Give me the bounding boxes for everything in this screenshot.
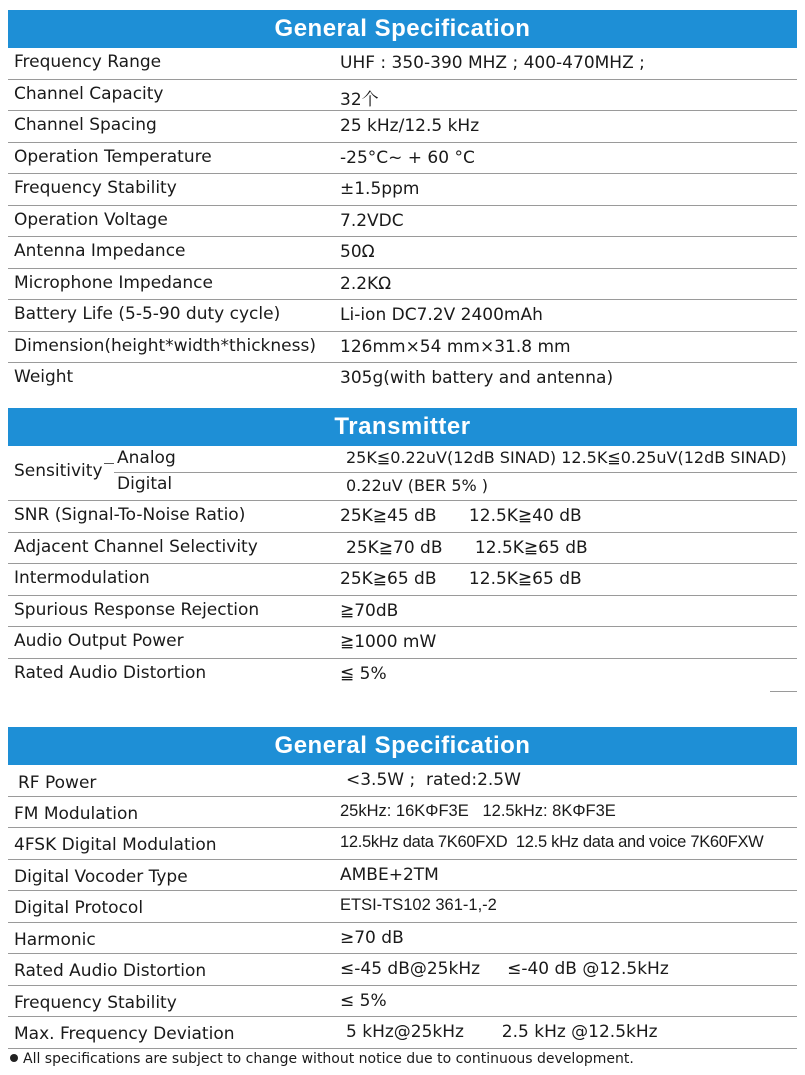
spec-value: ±1.5ppm: [340, 179, 420, 199]
spec-value: ≦ 5%: [340, 663, 387, 684]
table-row: [8, 300, 797, 332]
table-end-rule: [770, 691, 797, 692]
spec-value: ≤-45 dB@25kHz ≤-40 dB @12.5kHz: [340, 959, 669, 979]
spec-value: 25kHz: 16KΦF3E 12.5kHz: 8KΦF3E: [340, 801, 616, 820]
table-row: [8, 80, 797, 112]
spec-label: Operation Temperature: [14, 146, 212, 167]
table-row: [8, 237, 797, 269]
spec-value: 32个: [340, 89, 379, 110]
spec-label: RF Power: [18, 773, 97, 793]
table-row: [8, 596, 797, 628]
spec-value: 5 kHz@25kHz 2.5 kHz @12.5kHz: [346, 1022, 658, 1042]
spec-value: ≧1000 mW: [340, 632, 437, 652]
spec-label: Dimension(height*width*thickness): [14, 335, 316, 356]
spec-label: Spurious Response Rejection: [14, 599, 260, 620]
spec-label: Audio Output Power: [14, 631, 184, 651]
table-row: [8, 111, 797, 143]
spec-label: Frequency Range: [14, 52, 162, 72]
table-row: [8, 923, 797, 955]
sensitivity-label: Sensitivity: [14, 461, 103, 481]
spec-label: Microphone Impedance: [14, 272, 213, 293]
spec-value: -25°C~ + 60 °C: [340, 147, 475, 168]
spec-value: 25 kHz/12.5 kHz: [340, 116, 480, 136]
general-spec-table: [8, 48, 797, 394]
table-row: [8, 797, 797, 829]
table-row: [8, 332, 797, 364]
section-title-general: General Specification: [8, 10, 797, 48]
spec-value: 25K≧70 dB 12.5K≧65 dB: [346, 537, 588, 558]
table-row: [8, 828, 797, 860]
transmitter-section: [8, 408, 797, 689]
spec-value: UHF : 350-390 MHZ ; 400-470MHZ ;: [340, 53, 645, 73]
spec-label: Antenna Impedance: [14, 241, 186, 261]
spec-label: Rated Audio Distortion: [14, 961, 207, 981]
spec-label: Battery Life (5-5-90 duty cycle): [14, 304, 281, 324]
table-row: [8, 48, 797, 80]
analog-label: Analog: [117, 448, 176, 468]
footnote-text: All specifications are subject to change without notice due to continuous development.: [23, 1051, 634, 1067]
bullet-icon: [10, 1054, 18, 1062]
spec-value: 25K≧45 dB 12.5K≧40 dB: [340, 506, 582, 526]
spec-label: FM Modulation: [14, 803, 139, 824]
table-row: [8, 269, 797, 301]
table-row: [8, 206, 797, 238]
sub-divider: [114, 472, 797, 473]
table-row: [8, 659, 797, 690]
analog-value: 25K≦0.22uV(12dB SINAD) 12.5K≦0.25uV(12dB SINAD): [346, 448, 787, 467]
spec-label: Weight: [14, 367, 74, 387]
spec-value: ETSI-TS102 361-1,-2: [340, 896, 497, 914]
section-title-transmitter: Transmitter: [8, 408, 797, 446]
general-spec-section-2: [8, 727, 797, 1049]
spec-label: Digital Protocol: [14, 898, 144, 918]
spec-value: ≥70 dB: [340, 927, 404, 948]
sensitivity-row: [8, 446, 797, 501]
spec-value: <3.5W ; rated:2.5W: [346, 770, 521, 790]
table-row: [8, 765, 797, 797]
general-spec-table-2: [8, 765, 797, 1049]
spec-value: 126mm×54 mm×31.8 mm: [340, 336, 571, 357]
spec-value: Li-ion DC7.2V 2400mAh: [340, 305, 543, 325]
sensitivity-connector: [104, 463, 114, 464]
transmitter-table: [8, 446, 797, 689]
spec-label: Rated Audio Distortion: [14, 662, 207, 683]
spec-value: 12.5kHz data 7K60FXD 12.5 kHz data and voice 7K60FXW: [340, 833, 764, 851]
table-row: [8, 501, 797, 533]
spec-value: 2.2KΩ: [340, 273, 392, 294]
table-row: [8, 954, 797, 986]
digital-value: 0.22uV (BER 5% ): [346, 476, 489, 495]
spec-label: Frequency Stability: [14, 178, 177, 198]
table-row: [8, 564, 797, 596]
spec-value: 305g(with battery and antenna): [340, 368, 614, 388]
spec-label: Harmonic: [14, 929, 96, 950]
spec-label: Intermodulation: [14, 568, 150, 588]
spec-value: ≧70dB: [340, 600, 399, 621]
table-row: [8, 363, 797, 394]
table-row: [8, 174, 797, 206]
table-row: [8, 143, 797, 175]
spec-label: 4FSK Digital Modulation: [14, 835, 217, 855]
general-spec-section: [8, 10, 797, 394]
spec-label: Adjacent Channel Selectivity: [14, 536, 258, 557]
spec-value: 25K≧65 dB 12.5K≧65 dB: [340, 569, 582, 589]
spec-label: Channel Capacity: [14, 83, 164, 104]
table-row: [8, 1017, 797, 1049]
spec-value: 7.2VDC: [340, 210, 404, 231]
spec-value: AMBE+2TM: [340, 864, 439, 885]
section-title-general-2: General Specification: [8, 727, 797, 765]
table-row: [8, 986, 797, 1018]
digital-label: Digital: [117, 474, 173, 494]
footnote: [10, 1051, 634, 1067]
spec-label: Channel Spacing: [14, 115, 157, 135]
spec-label: Max. Frequency Deviation: [14, 1024, 235, 1044]
spec-value: ≤ 5%: [340, 990, 387, 1011]
table-row: [8, 891, 797, 923]
spec-label: Digital Vocoder Type: [14, 866, 188, 887]
spec-value: 50Ω: [340, 242, 375, 262]
spec-label: Operation Voltage: [14, 209, 168, 230]
table-row: [8, 627, 797, 659]
spec-label: SNR (Signal-To-Noise Ratio): [14, 505, 246, 525]
spec-label: Frequency Stability: [14, 992, 177, 1013]
table-row: [8, 533, 797, 565]
table-row: [8, 860, 797, 892]
